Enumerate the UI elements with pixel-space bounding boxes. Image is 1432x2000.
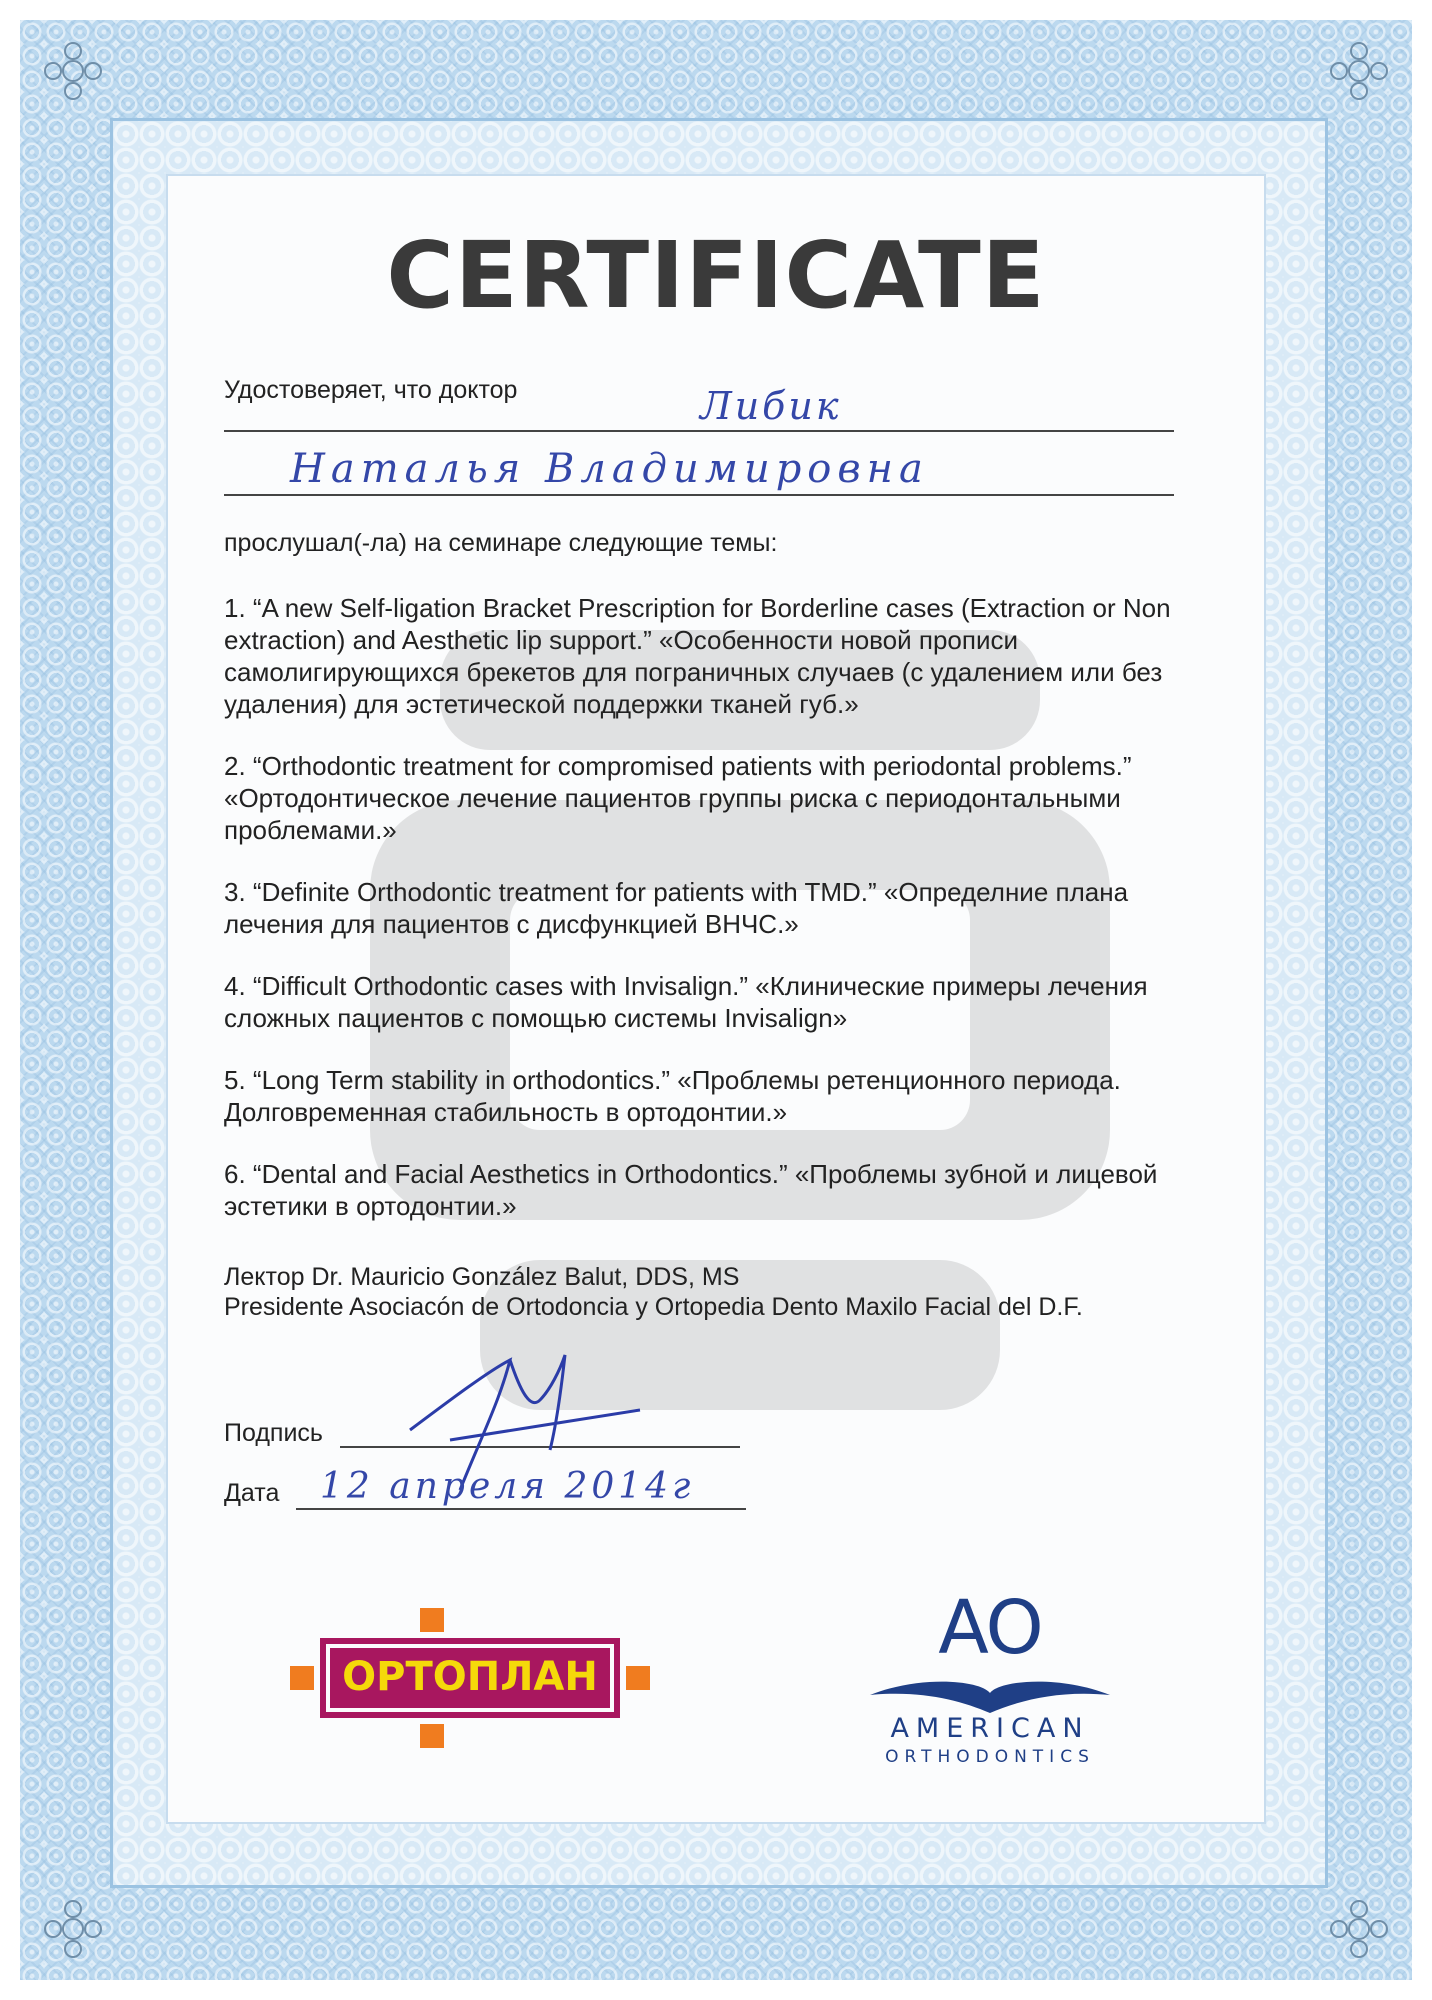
topic-item: 6. “Dental and Facial Aesthetics in Orthodontics.” «Проблемы зубной и лицевой эстетики в ортодонтии.» [224, 1159, 1158, 1221]
topic-item: 1. “A new Self-ligation Bracket Prescription for Borderline cases (Extraction or Non extraction) and Aesthetic lip support.” «Особенности новой прописи самолигирующихся брекетов для пограничных случаев (с удалением или без удаления) для эстетической поддержки тканей губ.» [224, 593, 1171, 719]
attended-label: прослушал(-ла) на семинаре следующие темы: [224, 529, 778, 557]
certificate-title: CERTIFICATE [386, 222, 1046, 329]
topic-item: 4. “Difficult Orthodontic cases with Invisalign.” «Клинические примеры лечения сложных пациентов с помощью системы Invisalign» [224, 971, 1148, 1033]
ao-wing-icon [860, 1675, 1120, 1715]
handwritten-date: 12 апреля 2014г [320, 1466, 695, 1507]
handwritten-name: Наталья Владимировна [290, 446, 929, 492]
name-underline [224, 494, 1174, 496]
topic-item: 5. “Long Term stability in orthodontics.” «Проблемы ретенционного периода. Долговременная стабильность в ортодонтии.» [224, 1065, 1121, 1127]
ortoplan-text: ОРТОПЛАН [342, 1654, 598, 1700]
corner-ornament-icon [38, 36, 108, 106]
handwritten-surname: Либик [700, 384, 842, 428]
lecturer-block [224, 1262, 1184, 1322]
topic-item: 2. “Orthodontic treatment for compromised patients with periodontal problems.” «Ортодонтическое лечение пациентов группы риска с периодонтальными проблемами.» [224, 751, 1132, 845]
ortoplan-logo [290, 1608, 650, 1748]
topics-list [224, 592, 1184, 1252]
surname-underline [224, 430, 1174, 432]
topic-item: 3. “Definite Orthodontic treatment for patients with TMD.” «Определние плана лечения для пациентов с дисфункцией ВНЧС.» [224, 877, 1129, 939]
ao-word: AMERICAN [890, 1713, 1090, 1744]
date-line [296, 1508, 746, 1510]
ao-letters: AO [938, 1585, 1042, 1671]
date-label: Дата [224, 1479, 280, 1507]
corner-ornament-icon [38, 1894, 108, 1964]
lecturer-title: Presidente Asociacón de Ortodoncia y Ortopedia Dento Maxilo Facial del D.F. [224, 1293, 1083, 1321]
american-orthodontics-logo [840, 1585, 1140, 1785]
intro-label: Удостоверяет, что доктор [224, 376, 518, 404]
lecturer-name: Лектор Dr. Mauricio Gonzálеz Balut, DDS, MS [224, 1263, 740, 1291]
ao-subtitle: ORTHODONTICS [885, 1747, 1095, 1767]
corner-ornament-icon [1324, 1894, 1394, 1964]
signature-label: Подпись [224, 1419, 323, 1447]
corner-ornament-icon [1324, 36, 1394, 106]
